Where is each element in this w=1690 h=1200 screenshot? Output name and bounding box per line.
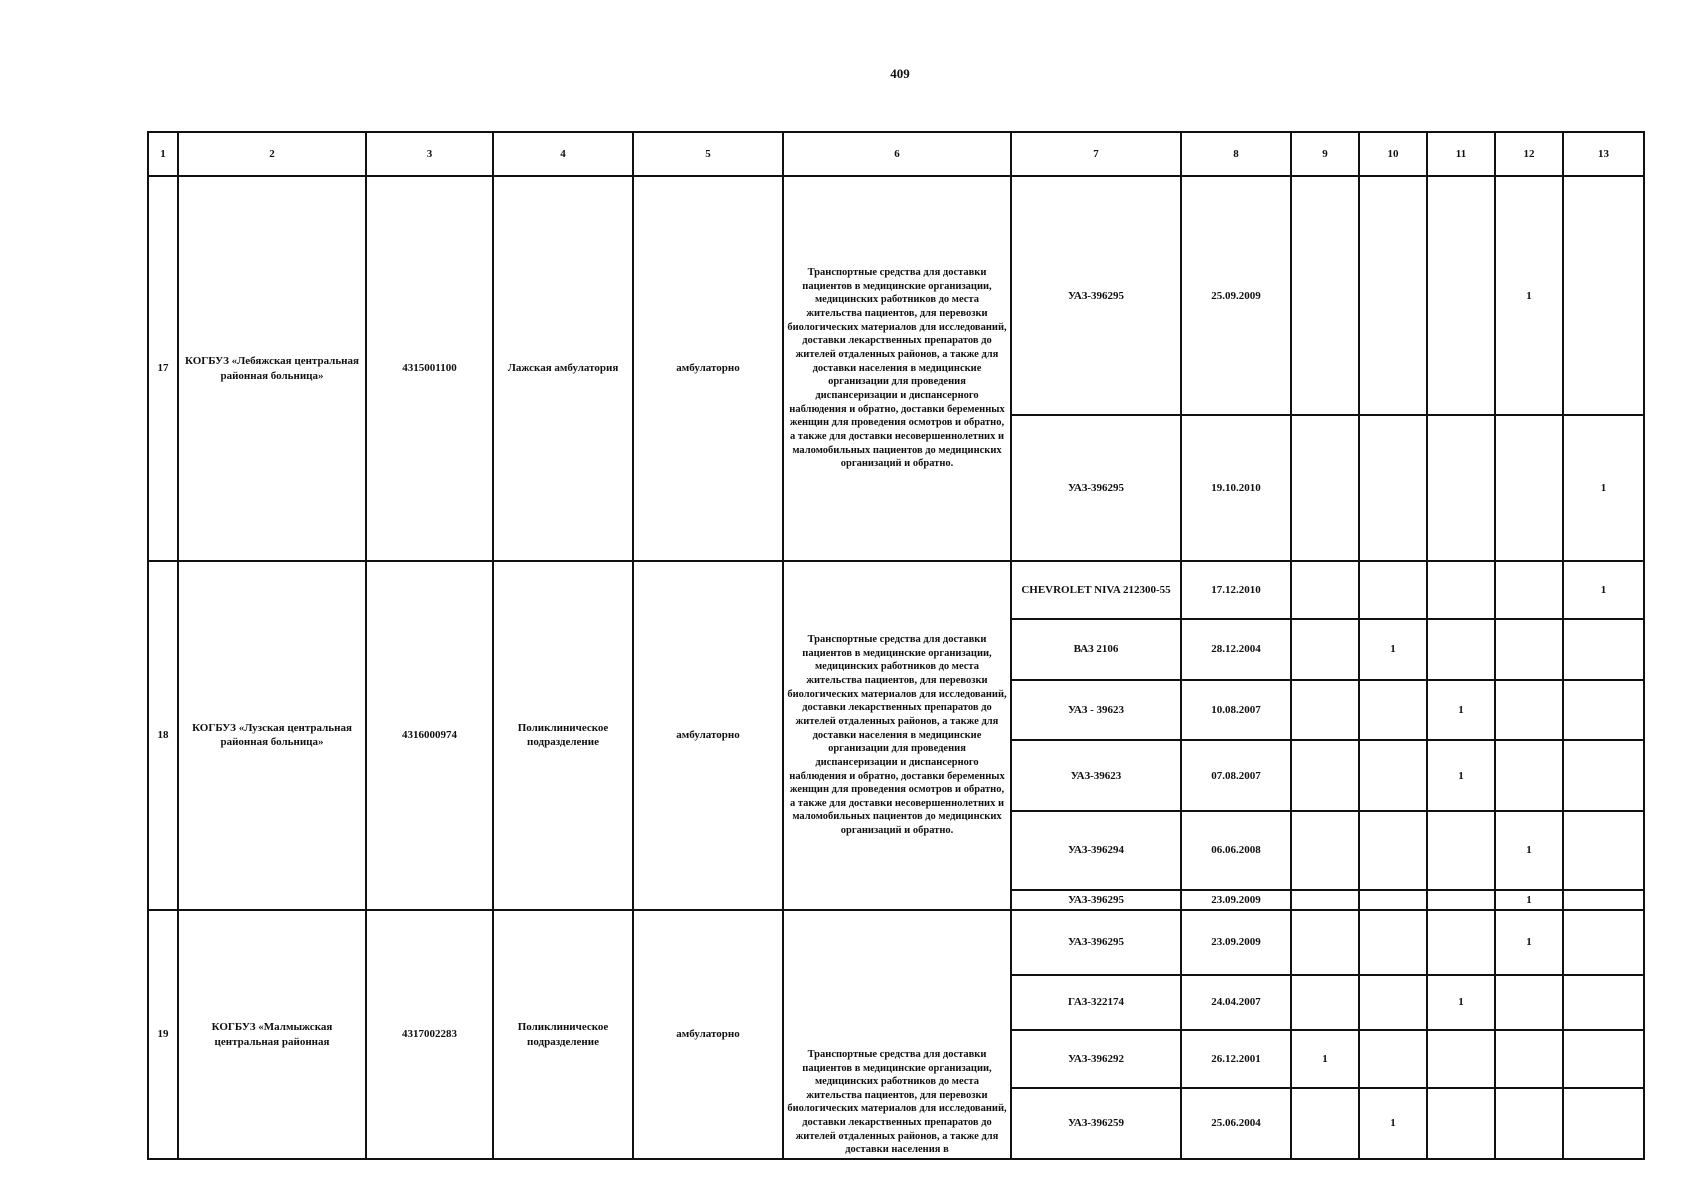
vehicle-date: 25.06.2004 xyxy=(1181,1088,1291,1159)
count-col-13 xyxy=(1563,910,1644,975)
count-col-10 xyxy=(1359,561,1427,620)
count-col-9 xyxy=(1291,890,1359,910)
count-col-10 xyxy=(1359,910,1427,975)
count-col-11 xyxy=(1427,811,1495,890)
count-col-9 xyxy=(1291,561,1359,620)
vehicle-model: ВАЗ 2106 xyxy=(1011,619,1181,680)
organization-name: КОГБУЗ «Лузская центральная районная больница» xyxy=(178,561,366,911)
count-col-13 xyxy=(1563,619,1644,680)
table-row xyxy=(148,910,1644,975)
count-col-10 xyxy=(1359,890,1427,910)
unit-name: Поликлиническое подразделение xyxy=(493,910,633,1159)
count-col-12 xyxy=(1495,680,1563,741)
vehicle-date: 23.09.2009 xyxy=(1181,910,1291,975)
column-header: 3 xyxy=(366,132,493,176)
vehicle-date: 06.06.2008 xyxy=(1181,811,1291,890)
count-col-10 xyxy=(1359,680,1427,741)
column-header: 2 xyxy=(178,132,366,176)
count-col-11 xyxy=(1427,176,1495,415)
vehicle-model: УАЗ - 39623 xyxy=(1011,680,1181,741)
organization-name: КОГБУЗ «Малмыжская центральная районная xyxy=(178,910,366,1159)
count-col-10 xyxy=(1359,1030,1427,1089)
count-col-13 xyxy=(1563,680,1644,741)
count-col-12: 1 xyxy=(1495,176,1563,415)
care-type: амбулаторно xyxy=(633,910,783,1159)
column-header: 7 xyxy=(1011,132,1181,176)
page-number: 409 xyxy=(890,66,910,81)
row-number: 19 xyxy=(148,910,178,1159)
count-col-10 xyxy=(1359,176,1427,415)
count-col-11 xyxy=(1427,619,1495,680)
row-number: 17 xyxy=(148,176,178,560)
count-col-11: 1 xyxy=(1427,680,1495,741)
count-col-12 xyxy=(1495,619,1563,680)
count-col-13: 1 xyxy=(1563,415,1644,561)
unit-name: Лажская амбулатория xyxy=(493,176,633,560)
column-header: 9 xyxy=(1291,132,1359,176)
count-col-12 xyxy=(1495,1030,1563,1089)
count-col-9 xyxy=(1291,975,1359,1030)
column-header: 11 xyxy=(1427,132,1495,176)
count-col-9 xyxy=(1291,680,1359,741)
count-col-9 xyxy=(1291,619,1359,680)
inn-code: 4317002283 xyxy=(366,910,493,1159)
count-col-12 xyxy=(1495,415,1563,561)
vehicle-registry-table xyxy=(147,131,1645,1160)
vehicle-model: УАЗ-396294 xyxy=(1011,811,1181,890)
vehicle-date: 07.08.2007 xyxy=(1181,740,1291,811)
column-header: 10 xyxy=(1359,132,1427,176)
unit-name: Поликлиническое подразделение xyxy=(493,561,633,911)
count-col-9 xyxy=(1291,1088,1359,1159)
vehicle-model: ГАЗ-322174 xyxy=(1011,975,1181,1030)
column-header: 5 xyxy=(633,132,783,176)
vehicle-model: УАЗ-396295 xyxy=(1011,176,1181,415)
row-number: 18 xyxy=(148,561,178,911)
inn-code: 4315001100 xyxy=(366,176,493,560)
vehicle-date: 24.04.2007 xyxy=(1181,975,1291,1030)
count-col-10: 1 xyxy=(1359,1088,1427,1159)
header-row xyxy=(148,132,1644,176)
count-col-13 xyxy=(1563,1088,1644,1159)
count-col-10: 1 xyxy=(1359,619,1427,680)
count-col-10 xyxy=(1359,740,1427,811)
vehicle-date: 25.09.2009 xyxy=(1181,176,1291,415)
column-header: 6 xyxy=(783,132,1011,176)
vehicle-date: 28.12.2004 xyxy=(1181,619,1291,680)
count-col-12 xyxy=(1495,1088,1563,1159)
count-col-9 xyxy=(1291,811,1359,890)
count-col-13 xyxy=(1563,811,1644,890)
count-col-13: 1 xyxy=(1563,561,1644,620)
count-col-13 xyxy=(1563,975,1644,1030)
count-col-12 xyxy=(1495,561,1563,620)
vehicle-date: 19.10.2010 xyxy=(1181,415,1291,561)
vehicle-model: УАЗ-396295 xyxy=(1011,415,1181,561)
vehicle-date: 17.12.2010 xyxy=(1181,561,1291,620)
vehicle-model: УАЗ-396295 xyxy=(1011,890,1181,910)
count-col-12: 1 xyxy=(1495,811,1563,890)
count-col-9 xyxy=(1291,415,1359,561)
column-header: 13 xyxy=(1563,132,1644,176)
count-col-12: 1 xyxy=(1495,910,1563,975)
count-col-10 xyxy=(1359,415,1427,561)
purpose-description: Транспортные средства для доставки пациентов в медицинские организации, медицинских работников до места жительства пациентов, для перевозки биологических материалов для исследований, доставки лекарственных препаратов до жителей отдаленных районов, а также для доставки населения в медицинские организации для проведения диспансеризации и диспансерного наблюдения и обратно, доставки беременных женщин для проведения осмотров и обратно, а также для доставки несовершеннолетних и маломобильных пациентов до медицинских организаций и обратно. xyxy=(783,561,1011,911)
table-row xyxy=(148,561,1644,620)
column-header: 1 xyxy=(148,132,178,176)
count-col-9 xyxy=(1291,176,1359,415)
count-col-11 xyxy=(1427,910,1495,975)
count-col-13 xyxy=(1563,890,1644,910)
vehicle-model: УАЗ-396295 xyxy=(1011,910,1181,975)
inn-code: 4316000974 xyxy=(366,561,493,911)
column-header: 12 xyxy=(1495,132,1563,176)
count-col-12: 1 xyxy=(1495,890,1563,910)
purpose-description: Транспортные средства для доставки пациентов в медицинские организации, медицинских работников до места жительства пациентов, для перевозки биологических материалов для исследований, доставки лекарственных препаратов до жителей отдаленных районов, а также для доставки населения в xyxy=(783,910,1011,1159)
count-col-11 xyxy=(1427,561,1495,620)
count-col-13 xyxy=(1563,176,1644,415)
count-col-9: 1 xyxy=(1291,1030,1359,1089)
vehicle-model: УАЗ-396292 xyxy=(1011,1030,1181,1089)
vehicle-date: 10.08.2007 xyxy=(1181,680,1291,741)
count-col-13 xyxy=(1563,1030,1644,1089)
vehicle-model: CHEVROLET NIVA 212300-55 xyxy=(1011,561,1181,620)
vehicle-model: УАЗ-39623 xyxy=(1011,740,1181,811)
vehicle-model: УАЗ-396259 xyxy=(1011,1088,1181,1159)
purpose-description: Транспортные средства для доставки пациентов в медицинские организации, медицинских работников до места жительства пациентов, для перевозки биологических материалов для исследований, доставки лекарственных препаратов до жителей отдаленных районов, а также для доставки населения в медицинские организации для проведения диспансеризации и диспансерного наблюдения и обратно, доставки беременных женщин для проведения осмотров и обратно, а также для доставки несовершеннолетних и маломобильных пациентов до медицинских организаций и обратно. xyxy=(783,176,1011,560)
count-col-11 xyxy=(1427,890,1495,910)
count-col-9 xyxy=(1291,740,1359,811)
vehicle-date: 26.12.2001 xyxy=(1181,1030,1291,1089)
count-col-11: 1 xyxy=(1427,975,1495,1030)
count-col-10 xyxy=(1359,811,1427,890)
care-type: амбулаторно xyxy=(633,176,783,560)
vehicle-date: 23.09.2009 xyxy=(1181,890,1291,910)
column-header: 4 xyxy=(493,132,633,176)
count-col-9 xyxy=(1291,910,1359,975)
count-col-11: 1 xyxy=(1427,740,1495,811)
count-col-12 xyxy=(1495,975,1563,1030)
column-header: 8 xyxy=(1181,132,1291,176)
care-type: амбулаторно xyxy=(633,561,783,911)
count-col-11 xyxy=(1427,415,1495,561)
count-col-13 xyxy=(1563,740,1644,811)
count-col-12 xyxy=(1495,740,1563,811)
table-row xyxy=(148,176,1644,415)
count-col-10 xyxy=(1359,975,1427,1030)
count-col-11 xyxy=(1427,1088,1495,1159)
organization-name: КОГБУЗ «Лебяжская центральная районная больница» xyxy=(178,176,366,560)
count-col-11 xyxy=(1427,1030,1495,1089)
